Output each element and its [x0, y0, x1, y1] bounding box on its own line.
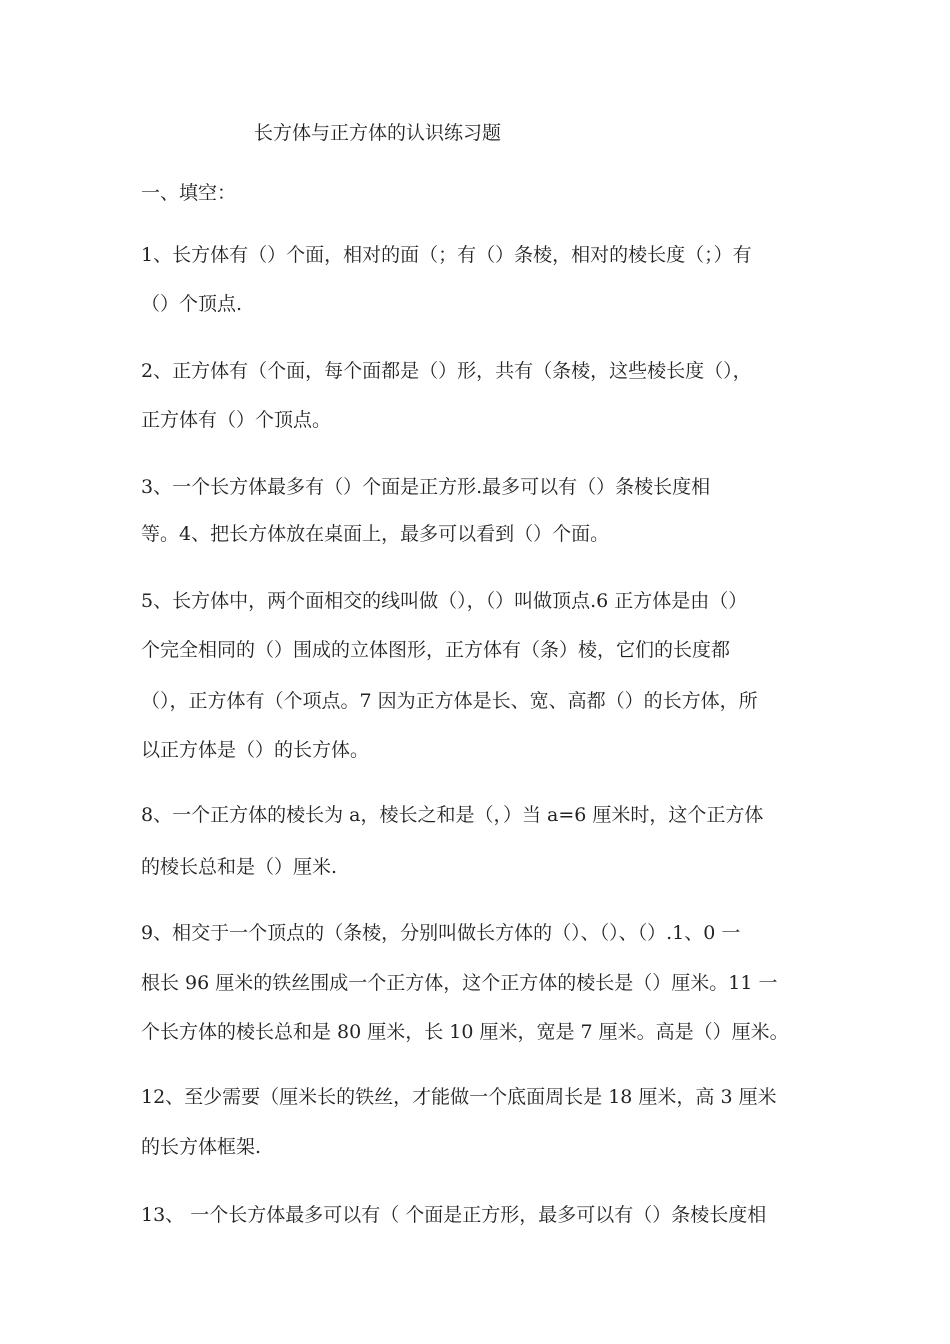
text-line: 12、至少需要（厘米长的铁丝，才能做一个底面周长是 18 厘米，高 3 厘米: [141, 1086, 777, 1108]
section-heading: 一、填空：: [141, 182, 237, 204]
text-line: 8、一个正方体的棱长为 a，棱长之和是（，）当 a=6 厘米时，这个正方体: [141, 804, 764, 826]
text-line: 1、长方体有（）个面，相对的面（；有（）条棱，相对的棱长度（；）有: [141, 244, 752, 266]
text-line: 根长 96 厘米的铁丝围成一个正方体，这个正方体的棱长是（）厘米。11 一: [141, 972, 778, 994]
text-line: 个长方体的棱长总和是 80 厘米，长 10 厘米，宽是 7 厘米。高是（）厘米。: [141, 1021, 789, 1043]
text-line: 13、 一个长方体最多可以有（ 个面是正方形，最多可以有（）条棱长度相: [141, 1204, 767, 1226]
text-line: 5、长方体中，两个面相交的线叫做（），（）叫做顶点.6 正方体是由（）: [141, 590, 748, 612]
page-title: 长方体与正方体的认识练习题: [254, 122, 502, 144]
text-line: 的长方体框架.: [141, 1136, 262, 1158]
text-line: 正方体有（）个顶点。: [141, 409, 332, 431]
text-line: 等。4、把长方体放在桌面上，最多可以看到（）个面。: [141, 523, 610, 545]
text-line: （），正方体有（个项点。7 因为正方体是长、宽、高都（）的长方体，所: [141, 690, 758, 712]
text-line: 9、相交于一个顶点的（条棱，分别叫做长方体的（）、（）、（）.1、0 一: [141, 922, 741, 944]
text-line: （）个顶点.: [141, 293, 243, 315]
text-line: 2、正方体有（个面，每个面都是（）形，共有（条棱，这些棱长度（），: [141, 360, 752, 382]
text-line: 的棱长总和是（）厘米.: [141, 856, 338, 878]
text-line: 个完全相同的（）围成的立体图形，正方体有（条）棱，它们的长度都: [141, 639, 731, 661]
text-line: 以正方体是（）的长方体。: [141, 739, 370, 761]
text-line: 3、一个长方体最多有（）个面是正方形.最多可以有（）条棱长度相: [141, 476, 711, 498]
